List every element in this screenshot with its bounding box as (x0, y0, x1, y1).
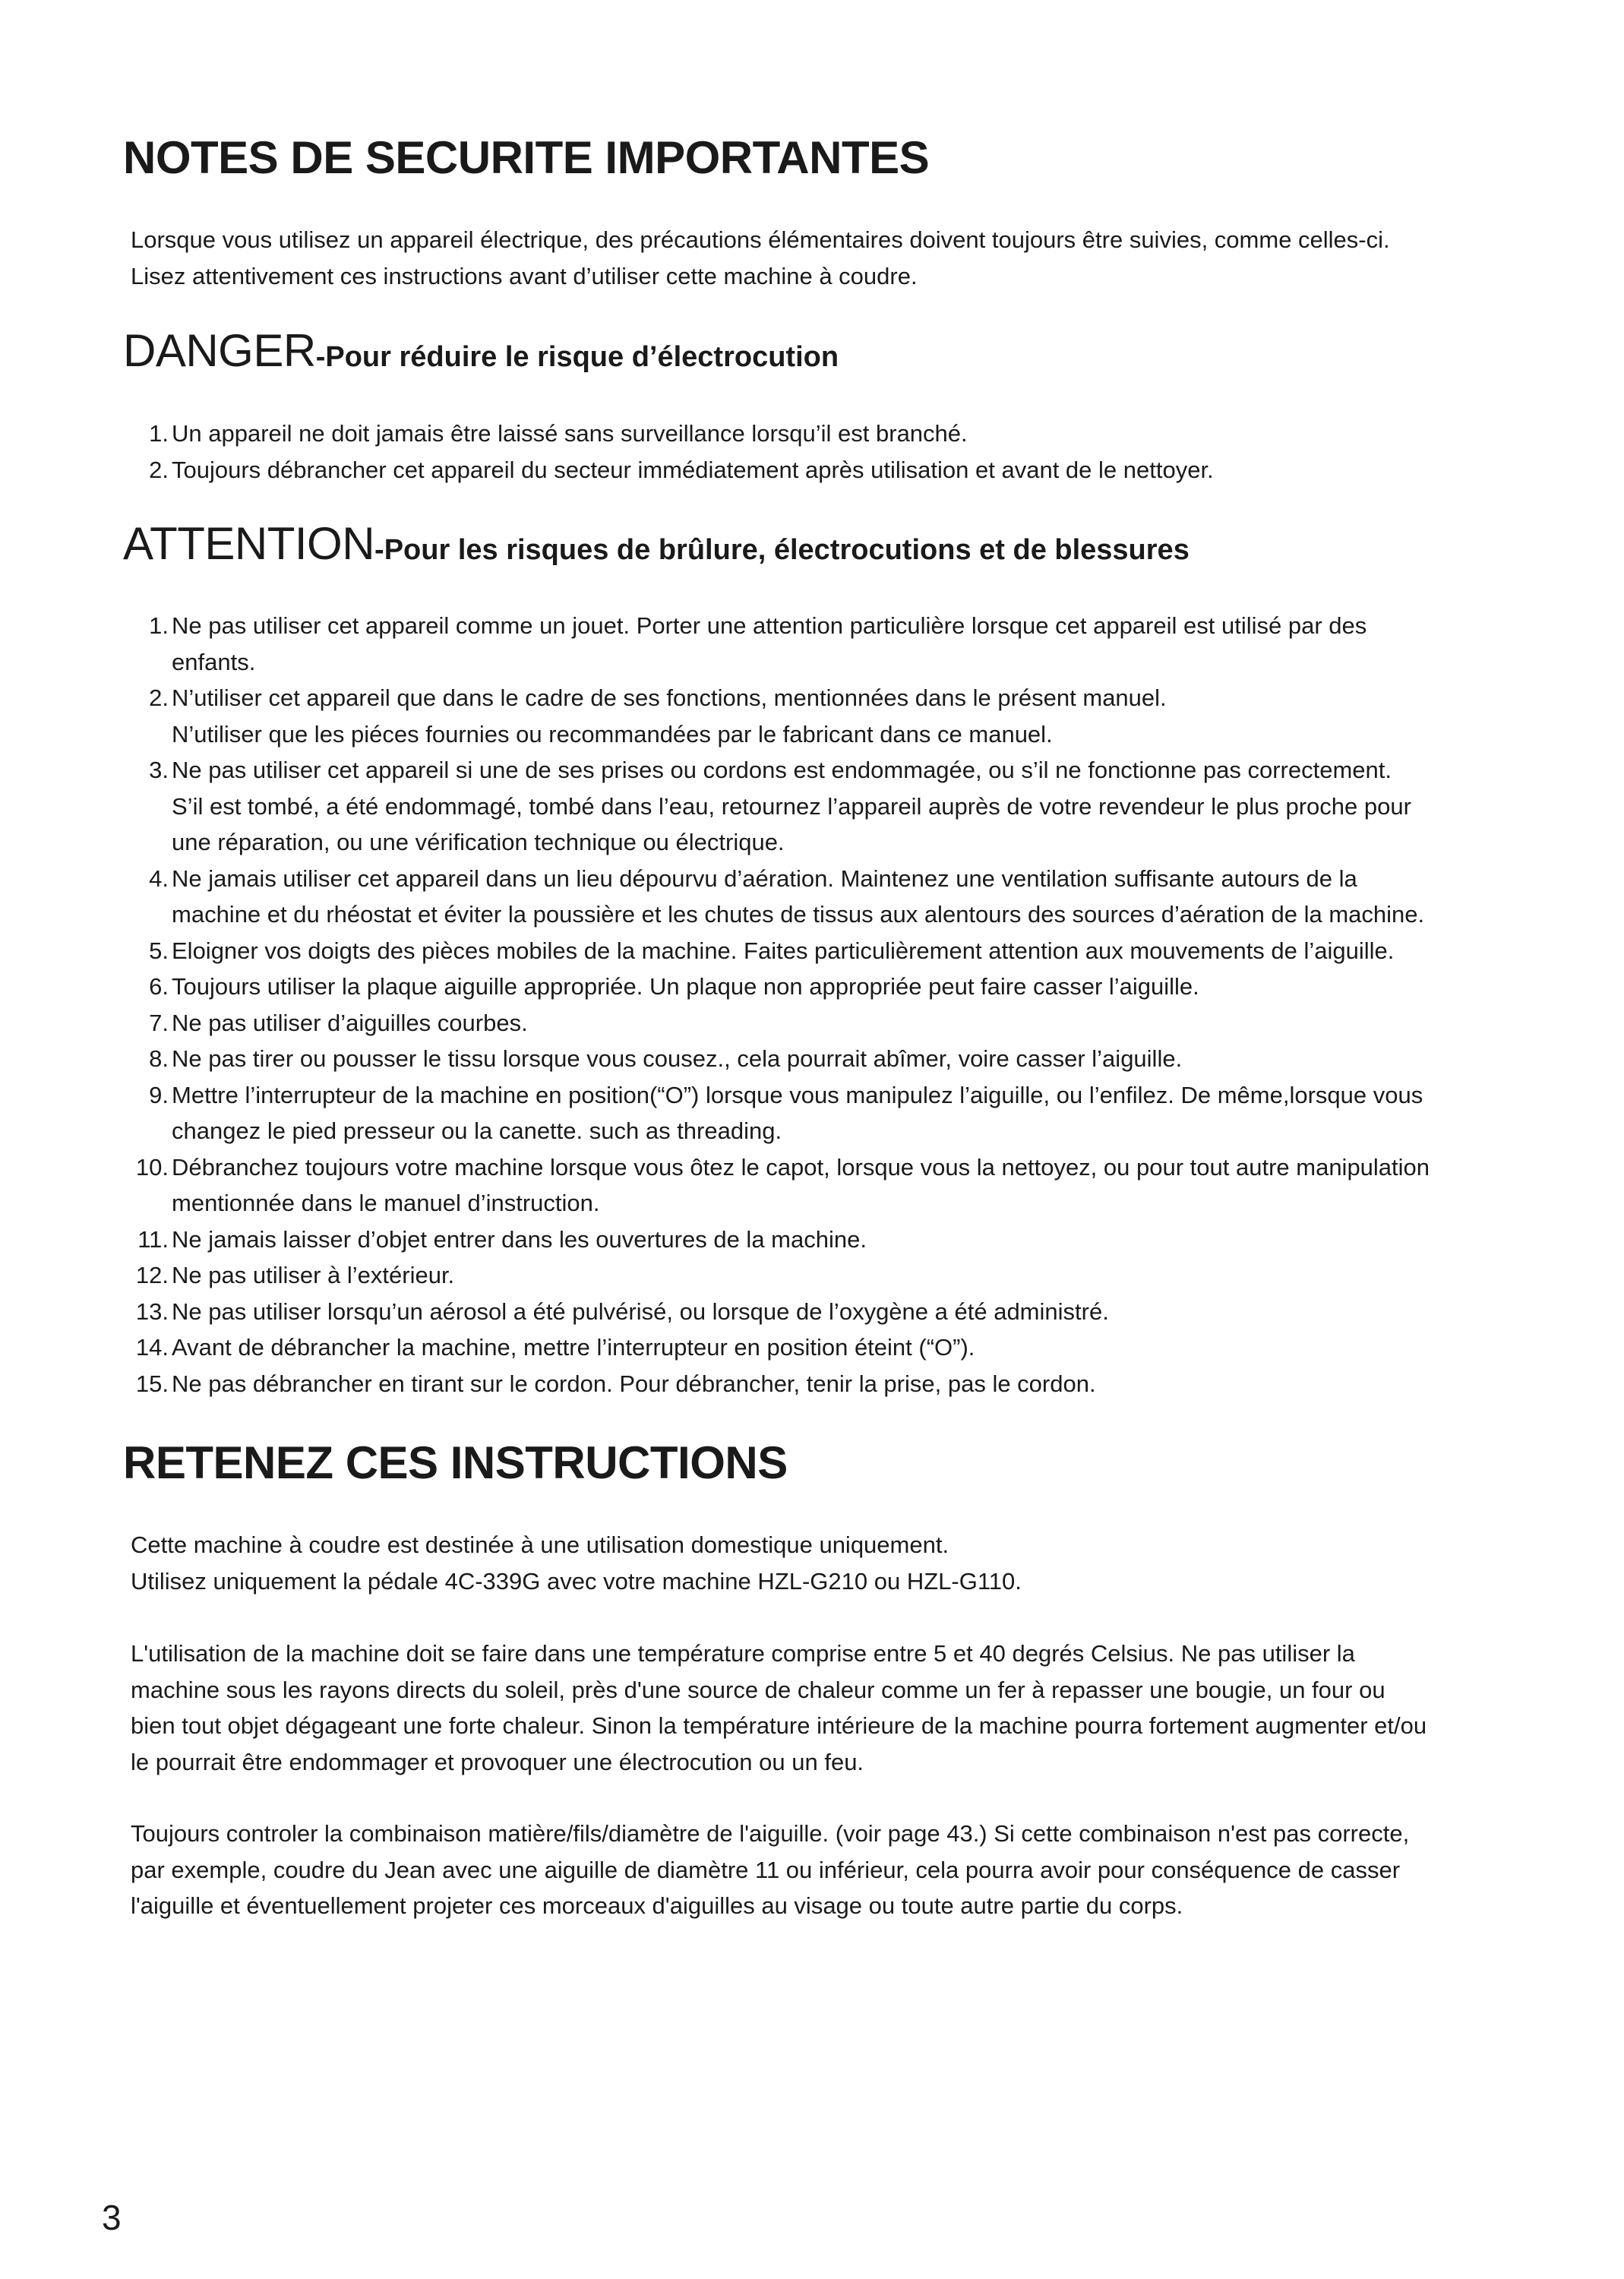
intro-line-2: Lisez attentivement ces instructions avant d’utiliser cette machine à coudre. (131, 262, 918, 289)
item-text: Eloigner vos doigts des pièces mobiles de la machine. Faites particulièrement attention aux mouvements de l’aiguille. (172, 937, 1395, 964)
item-text: Avant de débrancher la machine, mettre l’interrupteur en position éteint (“O”). (172, 1334, 975, 1361)
item-text: Ne pas utiliser lorsqu’un aérosol a été pulvérisé, ou lorsque de l’oxygène a été administré. (172, 1298, 1109, 1325)
item-text: Mettre l’interrupteur de la machine en position(“O”) lorsque vous manipulez l’aiguille, ou l’enfilez. De même,lorsque vous changez le pied presseur ou la canette. such as threading. (172, 1081, 1423, 1144)
item-text: Ne pas débrancher en tirant sur le cordon. Pour débrancher, tenir la prise, pas le cordon. (172, 1370, 1096, 1397)
list-item (131, 608, 1430, 680)
list-item (131, 1222, 1430, 1258)
item-text: Ne jamais laisser d’objet entrer dans les ouvertures de la machine. (172, 1225, 867, 1253)
item-text: Toujours utiliser la plaque aiguille appropriée. Un plaque non appropriée peut faire casser l’aiguille. (172, 973, 1199, 1000)
list-item (131, 933, 1430, 969)
item-number: 14. (135, 1334, 169, 1361)
list-item (131, 861, 1430, 933)
retenez-paragraph-3: Toujours controler la combinaison matière/fils/diamètre de l'aiguille. (voir page 43.) Si cette combinaison n'est pas correcte, par exemple, coudre du Jean avec une aiguille de diamètre 11 ou inférieur, cela pourra avoir pour conséquence de casser l'aiguille et éventuellement projeter ces morceaux d'aiguilles au visage ou toute autre partie du corps. (131, 1820, 1410, 1919)
item-text: N’utiliser cet appareil que dans le cadre de ses fonctions, mentionnées dans le présent manuel. N’utiliser que les piéces fournies ou recommandées par le fabricant dans ce manuel. (172, 684, 1167, 748)
item-text: Ne pas utiliser cet appareil comme un jouet. Porter une attention particulière lorsque cet appareil est utilisé par des enfants. (172, 612, 1367, 675)
attention-heading (123, 518, 1190, 569)
list-item (131, 1005, 1430, 1042)
list-item (131, 1329, 1430, 1366)
attention-label: ATTENTION (123, 518, 375, 569)
item-text: Débranchez toujours votre machine lorsque vous ôtez le capot, lorsque vous la nettoyez, ou pour tout autre manipulation mentionnée dans le manuel d’instruction. (172, 1153, 1430, 1216)
retenez-paragraph-1: Cette machine à coudre est destinée à une utilisation domestique uniquement. Utilisez uniquement la pédale 4C-339G avec votre machine HZL-G210 ou HZL-G110. (131, 1531, 1022, 1595)
item-text: Toujours débrancher cet appareil du secteur immédiatement après utilisation et avant de le nettoyer. (172, 456, 1214, 483)
item-text: Un appareil ne doit jamais être laissé sans surveillance lorsqu’il est branché. (172, 420, 968, 447)
list-item (131, 1077, 1430, 1149)
item-number: 13. (135, 1298, 169, 1325)
item-number: 5. (149, 937, 169, 964)
item-number: 3. (149, 757, 169, 783)
item-text: Ne pas utiliser à l’extérieur. (172, 1262, 455, 1288)
list-item (131, 1294, 1430, 1330)
intro-paragraph (131, 222, 1390, 294)
danger-heading (123, 325, 839, 376)
item-text: Ne jamais utiliser cet appareil dans un lieu dépourvu d’aération. Maintenez une ventilation suffisante autours de la machine et du rhéostat et éviter la poussière et les chutes de tissus aux alentours des sources d’aération de la machine. (172, 865, 1425, 928)
danger-label: DANGER (123, 325, 316, 376)
item-text: Ne pas utiliser d’aiguilles courbes. (172, 1009, 528, 1036)
attention-list (131, 608, 1430, 1402)
item-number: 8. (149, 1045, 169, 1072)
retenez-title: RETENEZ CES INSTRUCTIONS (123, 1437, 788, 1488)
list-item (131, 969, 1430, 1005)
retenez-paragraph-2: L'utilisation de la machine doit se faire dans une température comprise entre 5 et 40 degrés Celsius. Ne pas utiliser la machine sous les rayons directs du soleil, près d'une source de chaleur comme un fer à repasser une bougie, un four ou bien tout objet dégageant une forte chaleur. Sinon la température intérieure de la machine pourra fortement augmenter et/ou le pourrait être endommager et provoquer une électrocution ou un feu. (131, 1640, 1427, 1775)
item-number: 10. (135, 1153, 169, 1181)
item-number: 6. (149, 973, 169, 1000)
list-item (131, 1366, 1430, 1402)
attention-subtitle: -Pour les risques de brûlure, électrocutions et de blessures (374, 534, 1190, 566)
list-item (131, 416, 1214, 452)
list-item (131, 452, 1214, 488)
item-number: 12. (135, 1262, 169, 1288)
page-title: NOTES DE SECURITE IMPORTANTES (123, 132, 930, 183)
item-text: Ne pas utiliser cet appareil si une de ses prises ou cordons est endommagée, ou s’il ne fonctionne pas correctement. S’il est tombé, a été endommagé, tombé dans l’eau, retournez l’appareil auprès de votre revendeur le plus proche pour une réparation, ou une vérification technique ou électrique. (172, 757, 1411, 855)
list-item (131, 1041, 1430, 1077)
page-number: 3 (102, 2198, 122, 2237)
danger-list (131, 416, 1214, 488)
danger-subtitle: -Pour réduire le risque d’électrocution (315, 341, 839, 373)
list-item (131, 752, 1430, 861)
item-number: 7. (149, 1009, 169, 1036)
list-item (131, 680, 1430, 752)
item-number: 2. (149, 684, 169, 711)
item-text: Ne pas tirer ou pousser le tissu lorsque vous cousez., cela pourrait abîmer, voire casser l’aiguille. (172, 1045, 1183, 1072)
list-item (131, 1257, 1430, 1294)
item-number: 9. (149, 1081, 169, 1108)
intro-line-1: Lorsque vous utilisez un appareil électrique, des précautions élémentaires doivent toujours être suivies, comme celles-ci. (131, 226, 1390, 253)
list-item (131, 1149, 1430, 1222)
item-number: 1. (149, 612, 169, 639)
item-number: 11. (137, 1225, 169, 1253)
item-number: 1. (149, 420, 169, 447)
item-number: 2. (149, 456, 169, 483)
item-number: 15. (135, 1370, 169, 1397)
item-number: 4. (149, 865, 169, 892)
